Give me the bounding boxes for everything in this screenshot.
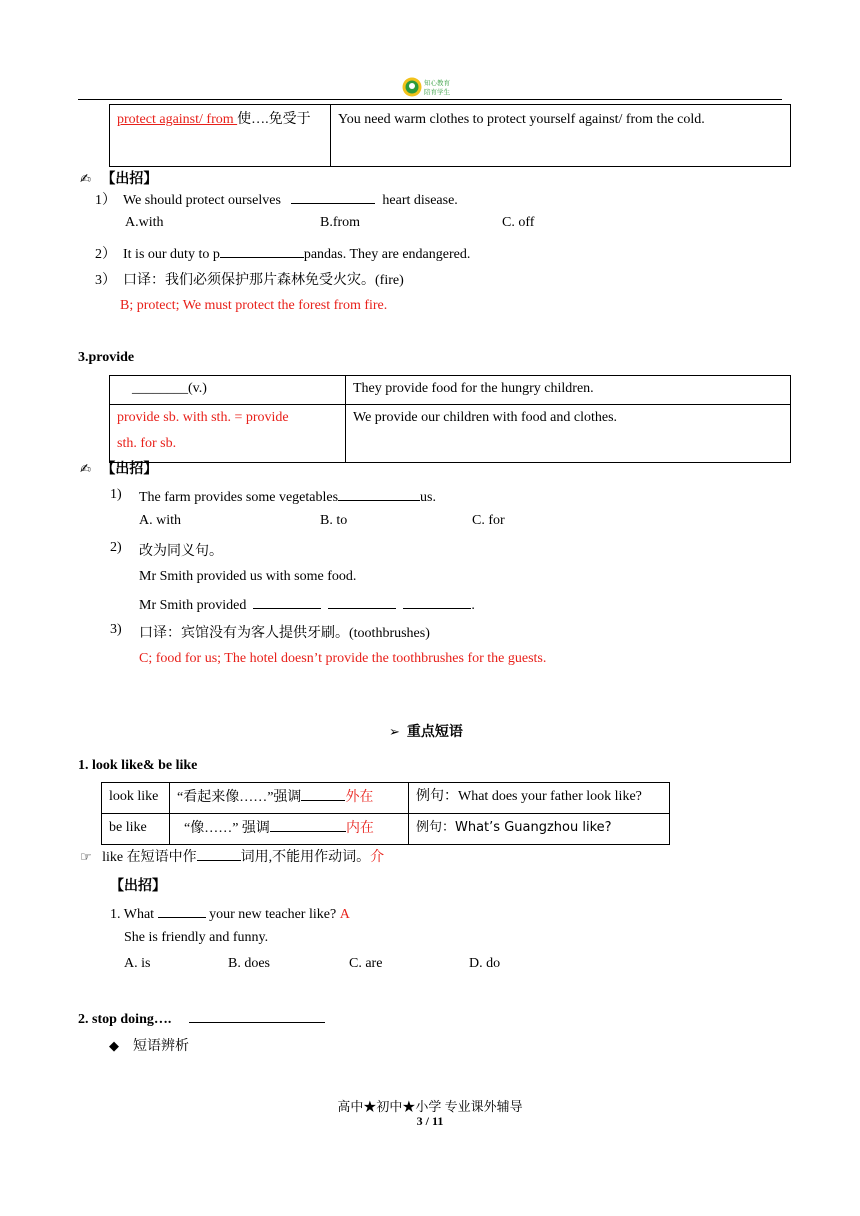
lookbe-r1-c2: “看起来像……”强调 外在 (170, 783, 409, 814)
protect-phrase-cell: protect against/ from 使….免受于 (110, 105, 331, 167)
lookbe-r2-c3: 例句：What’s Guangzhou like? (409, 814, 670, 845)
provide-r2-right: We provide our children with food and clothes. (346, 405, 791, 463)
protect-example-cell: You need warm clothes to protect yourself against/ from the cold. (331, 105, 791, 167)
lookbe-r1-c3: 例句：What does your father look like? (409, 783, 670, 814)
sec2-q1-num: 1) (110, 487, 122, 502)
header-rule (78, 99, 782, 100)
lookbe-option-d: D. do (469, 956, 501, 971)
stop-doing-title: 2. stop doing…. (78, 1009, 325, 1028)
key-phrases-heading: ➢ 重点短语 (389, 725, 463, 740)
sec1-q1-option-c: C. off (502, 215, 535, 230)
sec2-q2-sentence: Mr Smith provided us with some food. (139, 569, 357, 584)
exercise-heading-2: ✍ 【出招】 (80, 462, 158, 477)
sec2-answer: C; food for us; The hotel doesn’t provide the toothbrushes for the guests. (139, 651, 547, 666)
arrow-bullet-icon: ➢ (389, 725, 400, 740)
sec1-q1-option-a: A.with (125, 215, 164, 230)
provide-r1-left: ________(v.) (110, 376, 346, 405)
sec1-q1: 1） We should protect ourselves heart disease. (95, 189, 458, 209)
lookbe-option-c: C. are (349, 956, 383, 971)
sec1-q2: 2） It is our duty to p pandas. They are endangered. (95, 243, 470, 263)
lookbe-r1-c1: look like (102, 783, 170, 814)
sec1-answer: B; protect; We must protect the forest from fire. (120, 298, 388, 313)
page-number: 3 / 11 (416, 1114, 444, 1128)
sec2-q3: 口译：宾馆没有为客人提供牙刷。(toothbrushes) (139, 626, 430, 641)
pen-icon: ✍ (80, 172, 91, 187)
lookbe-r2-c1: be like (102, 814, 170, 845)
sec2-option-b: B. to (320, 513, 348, 528)
sec1-q1-option-b: B.from (320, 215, 361, 230)
sec2-q2: 改为同义句。 (139, 544, 223, 559)
pointing-hand-icon: ☞ (80, 850, 92, 865)
sec1-q3: 3） 口译：我们必须保护那片森林免受火灾。(fire) (95, 273, 404, 288)
exercise-heading-3: 【出招】 (110, 879, 166, 894)
lookbe-q1: 1. What your new teacher like? A (110, 904, 350, 923)
provide-table (109, 375, 791, 463)
logo (402, 76, 460, 98)
sec2-q1: The farm provides some vegetables us. (139, 487, 436, 506)
footer-slogan: 高中★初中★小学 专业课外辅导 (337, 1099, 523, 1114)
sec2-option-a: A. with (139, 513, 181, 528)
provide-r1-right: They provide food for the hungry children. (346, 376, 791, 405)
lookbe-option-b: B. does (228, 956, 270, 971)
sec2-q2-num: 2) (110, 540, 122, 555)
sec2-q2-rewrite: Mr Smith provided . (139, 595, 475, 614)
diamond-bullet-icon: ◆ (109, 1039, 119, 1054)
lookbe-q1-sentence: She is friendly and funny. (124, 930, 269, 945)
lookbe-r2-c2: “像……” 强调 内在 (170, 814, 409, 845)
pen-icon: ✍ (80, 462, 91, 477)
svg-text:知心教育: 知心教育 (424, 79, 450, 87)
exercise-heading-1: ✍ 【出招】 (80, 172, 158, 187)
sec2-option-c: C. for (472, 513, 505, 528)
protect-table (109, 104, 791, 167)
sec2-q3-num: 3) (110, 622, 122, 637)
provide-title: 3.provide (78, 350, 135, 365)
svg-text:陪育学生: 陪育学生 (424, 88, 450, 96)
lookbe-table (101, 782, 670, 845)
lookbe-option-a: A. is (124, 956, 151, 971)
like-note: ☞ like 在短语中作 词用,不能用作动词。介 (80, 846, 384, 866)
provide-r2-left: provide sb. with sth. = provide sth. for sb. (110, 405, 346, 463)
lookbe-title: 1. look like& be like (78, 758, 198, 773)
phrase-analysis: ◆ 短语辨析 (109, 1039, 189, 1054)
